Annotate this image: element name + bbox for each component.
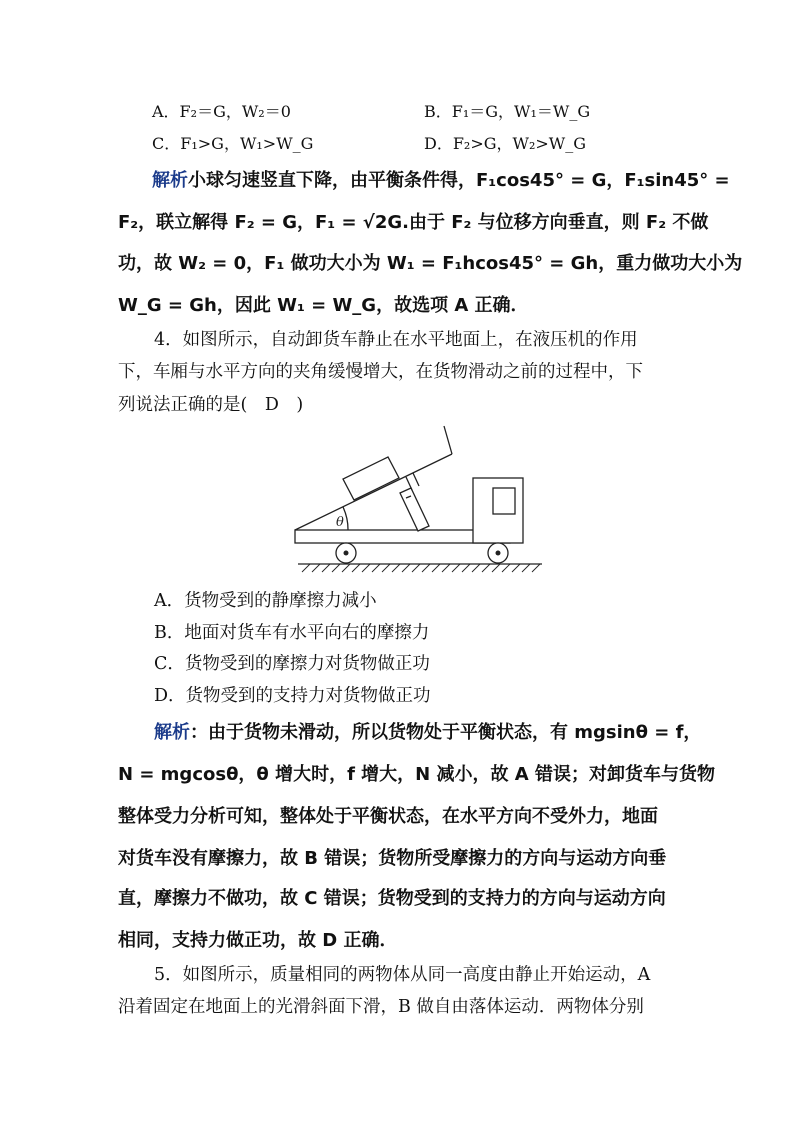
analysis-q4-text-5: 直，摩擦力不做功，故 C 错误；货物受到的支持力的方向与运动方向	[118, 888, 666, 909]
option-q3-a	[152, 99, 291, 122]
q4-option-a	[154, 587, 377, 612]
analysis-q4-line-4	[118, 844, 666, 870]
option-q3-d	[424, 131, 586, 154]
theta-label: θ	[336, 515, 344, 530]
q4-option-a-text: A．货物受到的静摩擦力减小	[154, 591, 377, 611]
q4-stem-text-2: 下，车厢与水平方向的夹角缓慢增大，在货物滑动之前的过程中，下	[118, 362, 643, 382]
q4-stem-line-2	[118, 358, 643, 383]
analysis-q4-text-6: 相同，支持力做正功，故 D 正确．	[118, 930, 398, 951]
option-q3-c	[152, 131, 313, 154]
analysis-q4-line-2	[118, 760, 715, 786]
analysis-q4-line-3	[118, 802, 658, 828]
q4-stem-line-1	[154, 326, 638, 351]
analysis-q3-line-3	[118, 249, 742, 275]
option-q3-c-text: C．F₁>G，W₁>W_G	[152, 134, 314, 153]
analysis-q3-text-1: 小球匀速竖直下降，由平衡条件得，F₁cos45° = G，F₁sin45° =	[188, 170, 730, 191]
analysis-q3-line-4	[118, 291, 529, 317]
q5-stem-text-1: 5．如图所示，质量相同的两物体从同一高度由静止开始运动，A	[154, 965, 651, 985]
q4-option-d-text: D．货物受到的支持力对货物做正功	[154, 686, 431, 706]
dump-truck-figure	[280, 420, 550, 580]
q4-option-b	[154, 619, 429, 644]
option-q3-b-text: B．F₁＝G，W₁＝W_G	[424, 102, 591, 121]
analysis-q4-line-6	[118, 926, 397, 952]
option-q3-b	[424, 99, 590, 122]
analysis-q3-text-4: W_G = Gh，因此 W₁ = W_G，故选项 A 正确．	[118, 295, 529, 316]
q4-stem-text-1: 4．如图所示，自动卸货车静止在水平地面上，在液压机的作用	[154, 330, 638, 350]
analysis-q4-text-1: ：由于货物未滑动，所以货物处于平衡状态，有 mgsinθ = f，	[190, 722, 702, 743]
analysis-q3-text-3: 功，故 W₂ = 0，F₁ 做功大小为 W₁ = F₁hcos45° = Gh，重力做功大小为	[118, 253, 743, 274]
q4-stem-line-3	[118, 391, 303, 416]
q4-option-c	[154, 650, 430, 675]
analysis-q4-text-4: 对货车没有摩擦力，故 B 错误；货物所受摩擦力的方向与运动方向垂	[118, 848, 667, 869]
option-q3-a-text: A．F₂＝G，W₂＝0	[152, 102, 291, 121]
analysis-q4-text-2: N = mgcosθ，θ 增大时，f 增大，N 减小，故 A 错误；对卸货车与货物	[118, 764, 715, 785]
q4-option-c-text: C．货物受到的摩擦力对货物做正功	[154, 654, 430, 674]
analysis-label-q4: 解析	[154, 722, 190, 743]
q5-stem-line-2	[118, 993, 644, 1018]
analysis-q4-line-1	[154, 718, 701, 744]
q5-stem-line-1	[154, 961, 650, 986]
q4-option-b-text: B．地面对货车有水平向右的摩擦力	[154, 623, 430, 643]
q4-stem-text-3: 列说法正确的是( D )	[118, 395, 304, 415]
analysis-q3-line-2	[118, 208, 708, 234]
q4-option-d	[154, 682, 431, 707]
analysis-q3-line-1	[152, 166, 730, 192]
option-q3-d-text: D．F₂>G，W₂>W_G	[424, 134, 587, 153]
analysis-q3-text-2: F₂，联立解得 F₂ = G，F₁ = √2G.由于 F₂ 与位移方向垂直，则 F₂ 不做	[118, 212, 709, 233]
analysis-q4-line-5	[118, 884, 666, 910]
analysis-q4-text-3: 整体受力分析可知，整体处于平衡状态，在水平方向不受外力，地面	[118, 806, 658, 827]
q5-stem-text-2: 沿着固定在地面上的光滑斜面下滑，B 做自由落体运动．两物体分别	[118, 997, 644, 1017]
analysis-label: 解析	[152, 170, 188, 191]
